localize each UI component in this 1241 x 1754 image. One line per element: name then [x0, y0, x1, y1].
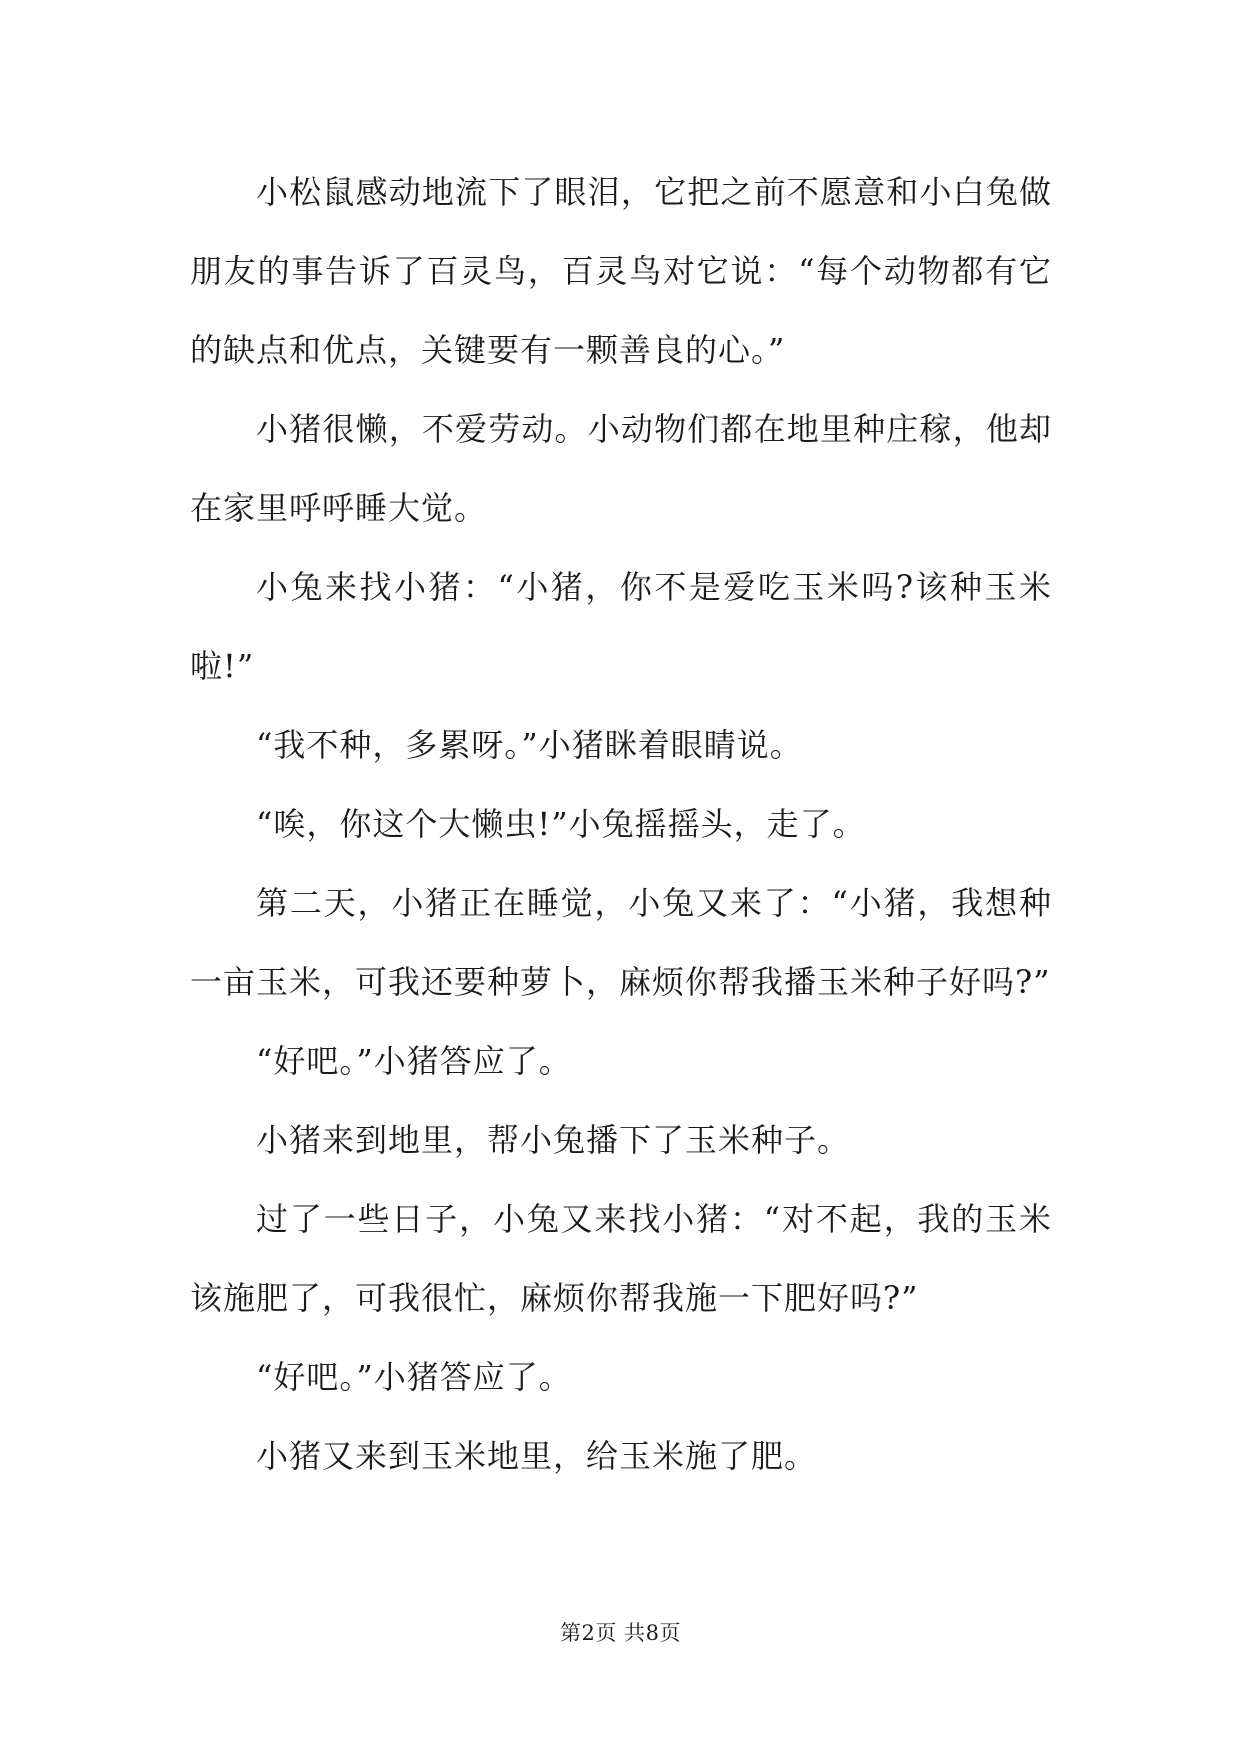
paragraph-line: 在家里呼呼睡大觉。 — [190, 489, 488, 527]
paragraph — [190, 548, 1052, 706]
paragraph — [190, 1022, 1052, 1101]
paragraph — [190, 390, 1052, 548]
paragraph-line: “我不种，多累呀。”小猪眯着眼睛说。 — [256, 726, 803, 764]
paragraph-line: 小松鼠感动地流下了眼泪，它把之前不愿意和小白兔做 — [256, 173, 1052, 211]
paragraph — [190, 864, 1052, 1022]
paragraph-line: 的缺点和优点，关键要有一颗善良的心。” — [190, 331, 786, 369]
paragraph-line: 小猪很懒，不爱劳动。小动物们都在地里种庄稼，他却 — [256, 410, 1052, 448]
paragraph-line: 小猪来到地里，帮小兔播下了玉米种子。 — [256, 1121, 851, 1159]
document-body — [190, 153, 1052, 1496]
paragraph-line: 啦!” — [190, 647, 255, 685]
paragraph — [190, 706, 1052, 785]
paragraph-line: 过了一些日子，小兔又来找小猪：“对不起，我的玉米 — [256, 1200, 1052, 1238]
paragraph-line: “好吧。”小猪答应了。 — [256, 1042, 572, 1080]
paragraph — [190, 1338, 1052, 1417]
paragraph — [190, 153, 1052, 390]
paragraph — [190, 1101, 1052, 1180]
paragraph — [190, 1417, 1052, 1496]
paragraph-line: 该施肥了，可我很忙，麻烦你帮我施一下肥好吗?” — [190, 1279, 919, 1317]
paragraph-line: 一亩玉米，可我还要种萝卜，麻烦你帮我播玉米种子好吗?” — [190, 963, 1051, 1001]
paragraph-line: 小兔来找小猪：“小猪，你不是爱吃玉米吗?该种玉米 — [256, 568, 1052, 606]
paragraph — [190, 1180, 1052, 1338]
paragraph-line: “唉，你这个大懒虫!”小兔摇摇头，走了。 — [256, 805, 866, 843]
paragraph-line: 第二天，小猪正在睡觉，小兔又来了：“小猪，我想种 — [256, 884, 1052, 922]
paragraph-line: “好吧。”小猪答应了。 — [256, 1358, 572, 1396]
paragraph — [190, 785, 1052, 864]
paragraph-line: 小猪又来到玉米地里，给玉米施了肥。 — [256, 1437, 818, 1475]
page-number-footer: 第2页 共8页 — [560, 1621, 681, 1645]
paragraph-line: 朋友的事告诉了百灵鸟，百灵鸟对它说：“每个动物都有它 — [190, 252, 1052, 290]
